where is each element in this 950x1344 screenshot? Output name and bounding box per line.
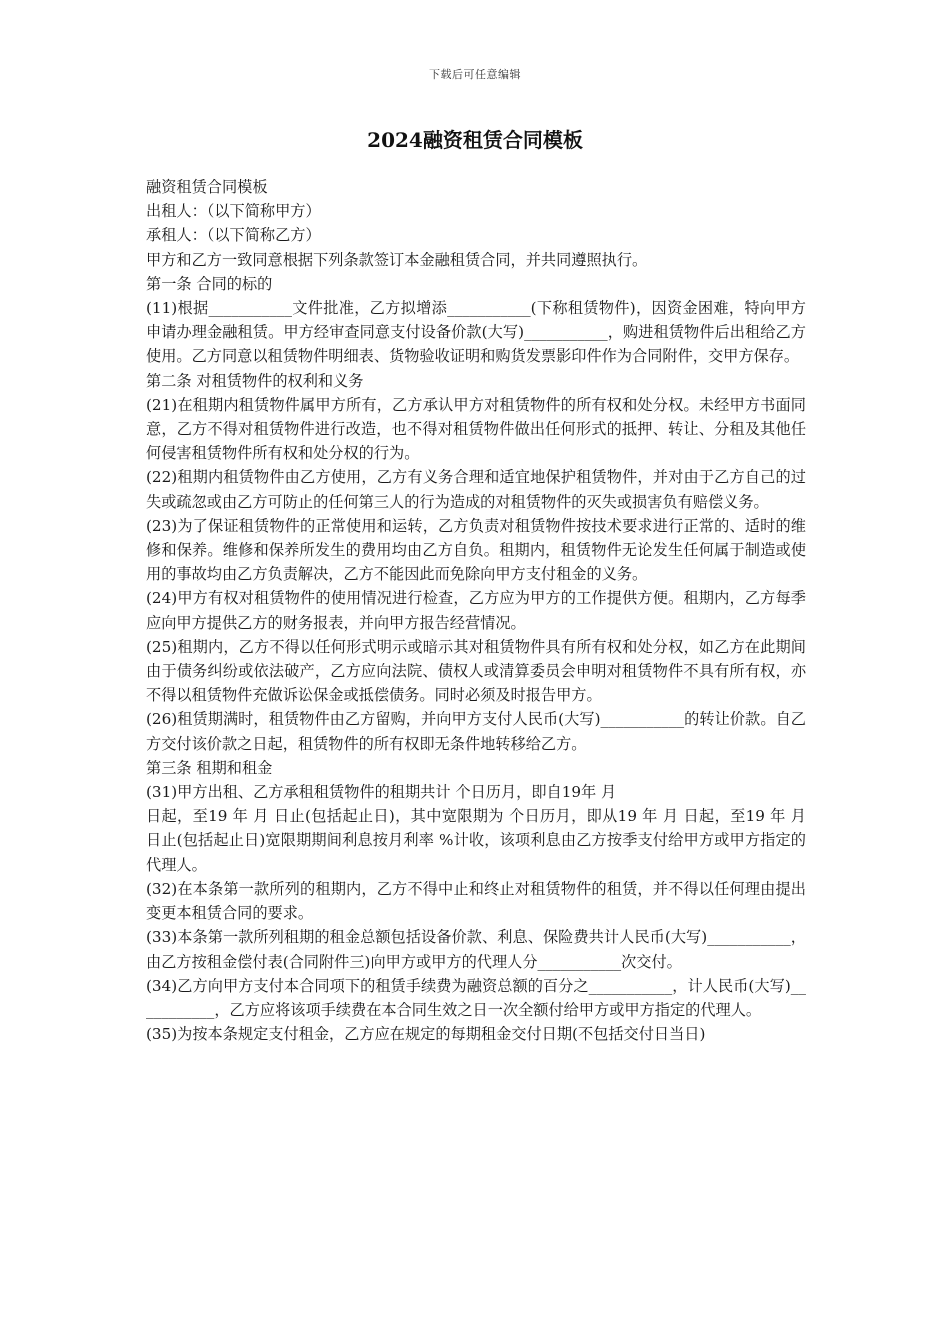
document-body [146, 175, 806, 1046]
paragraph: 出租人：（以下简称甲方） [146, 202, 321, 221]
paragraph: (35)为按本条规定支付租金，乙方应在规定的每期租金交付日期(不包括交付日当日) [146, 1025, 706, 1044]
paragraph: (34)乙方向甲方支付本合同项下的租赁手续费为融资总额的百分之___________，计人民币(大写)___________，乙方应将该项手续费在本合同生效之日一次全额付给甲方或甲方指定的代理人。 [146, 976, 806, 1019]
paragraph: (31)甲方出租、乙方承租租赁物件的租期共计 个日历月，即自19年 月 [146, 783, 617, 802]
paragraph: (22)租期内租赁物件由乙方使用，乙方有义务合理和适宜地保护租赁物件，并对由于乙方自己的过失或疏忽或由乙方可防止的任何第三人的行为造成的对租赁物件的灭失或损害负有赔偿义务。 [146, 468, 806, 511]
section-heading: 第二条 对租赁物件的权利和义务 [146, 371, 364, 390]
paragraph: (26)租赁期满时，租赁物件由乙方留购，并向甲方支付人民币(大写)___________的转让价款。自乙方交付该价款之日起，租赁物件的所有权即无条件地转移给乙方。 [146, 710, 806, 753]
paragraph: 融资租赁合同模板 [146, 178, 268, 196]
paragraph: (33)本条第一款所列租期的租金总额包括设备价款、利息、保险费共计人民币(大写)___________，由乙方按租金偿付表(合同附件三)向甲方或甲方的代理人分___________次交付。 [146, 928, 806, 971]
paragraph: (32)在本条第一款所列的租期内，乙方不得中止和终止对租赁物件的租赁，并不得以任何理由提出变更本租赁合同的要求。 [146, 879, 806, 923]
section-heading: 第一条 合同的标的 [146, 274, 273, 293]
paragraph: 甲方和乙方一致同意根据下列条款签订本金融租赁合同，并共同遵照执行。 [146, 250, 648, 269]
paragraph: (21)在租期内租赁物件属甲方所有，乙方承认甲方对租赁物件的所有权和处分权。未经甲方书面同意，乙方不得对租赁物件进行改造，也不得对租赁物件做出任何形式的抵押、转让、分租及其他任何侵害租赁物件所有权和处分权的行为。 [146, 395, 806, 463]
section-heading: 第三条 租期和租金 [146, 758, 273, 777]
paragraph: (11)根据___________文件批准，乙方拟增添___________(下称租赁物件)，因资金困难，特向甲方申请办理金融租赁。甲方经审查同意支付设备价款(大写)___________，购进租赁物件后出租给乙方使用。乙方同意以租赁物件明细表、货物验收证明和购货发票影印件作为合同附件，交甲方保存。 [146, 299, 806, 366]
paragraph: (24)甲方有权对租赁物件的使用情况进行检查，乙方应为甲方的工作提供方便。租期内，乙方每季应向甲方提供乙方的财务报表，并向甲方报告经营情况。 [146, 589, 806, 632]
document-title: 2024融资租赁合同模板 [367, 128, 583, 152]
paragraph: (25)租期内，乙方不得以任何形式明示或暗示其对租赁物件具有所有权和处分权，如乙方在此期间由于债务纠纷或依法破产，乙方应向法院、债权人或清算委员会申明对租赁物件不具有所有权，亦不得以租赁物件充做诉讼保金或抵偿债务。同时必须及时报告甲方。 [146, 637, 806, 705]
paragraph: 日起，至19 年 月 日止(包括起止日)，其中宽限期为 个日历月，即从19 年 月 日起，至19 年 月 日止(包括起止日)宽限期期间利息按月利率 %计收，该项利息由乙方按季支付给甲方或甲方指定的代理人。 [146, 807, 806, 874]
paragraph: 承租人：（以下简称乙方） [146, 226, 321, 245]
paragraph: (23)为了保证租赁物件的正常使用和运转，乙方负责对租赁物件按技术要求进行正常的、适时的维修和保养。维修和保养所发生的费用均由乙方自负。租期内，租赁物件无论发生任何属于制造或使用的事故均由乙方负责解决，乙方不能因此而免除向甲方支付租金的义务。 [146, 516, 806, 584]
header-note: 下载后可任意编辑 [429, 68, 521, 81]
